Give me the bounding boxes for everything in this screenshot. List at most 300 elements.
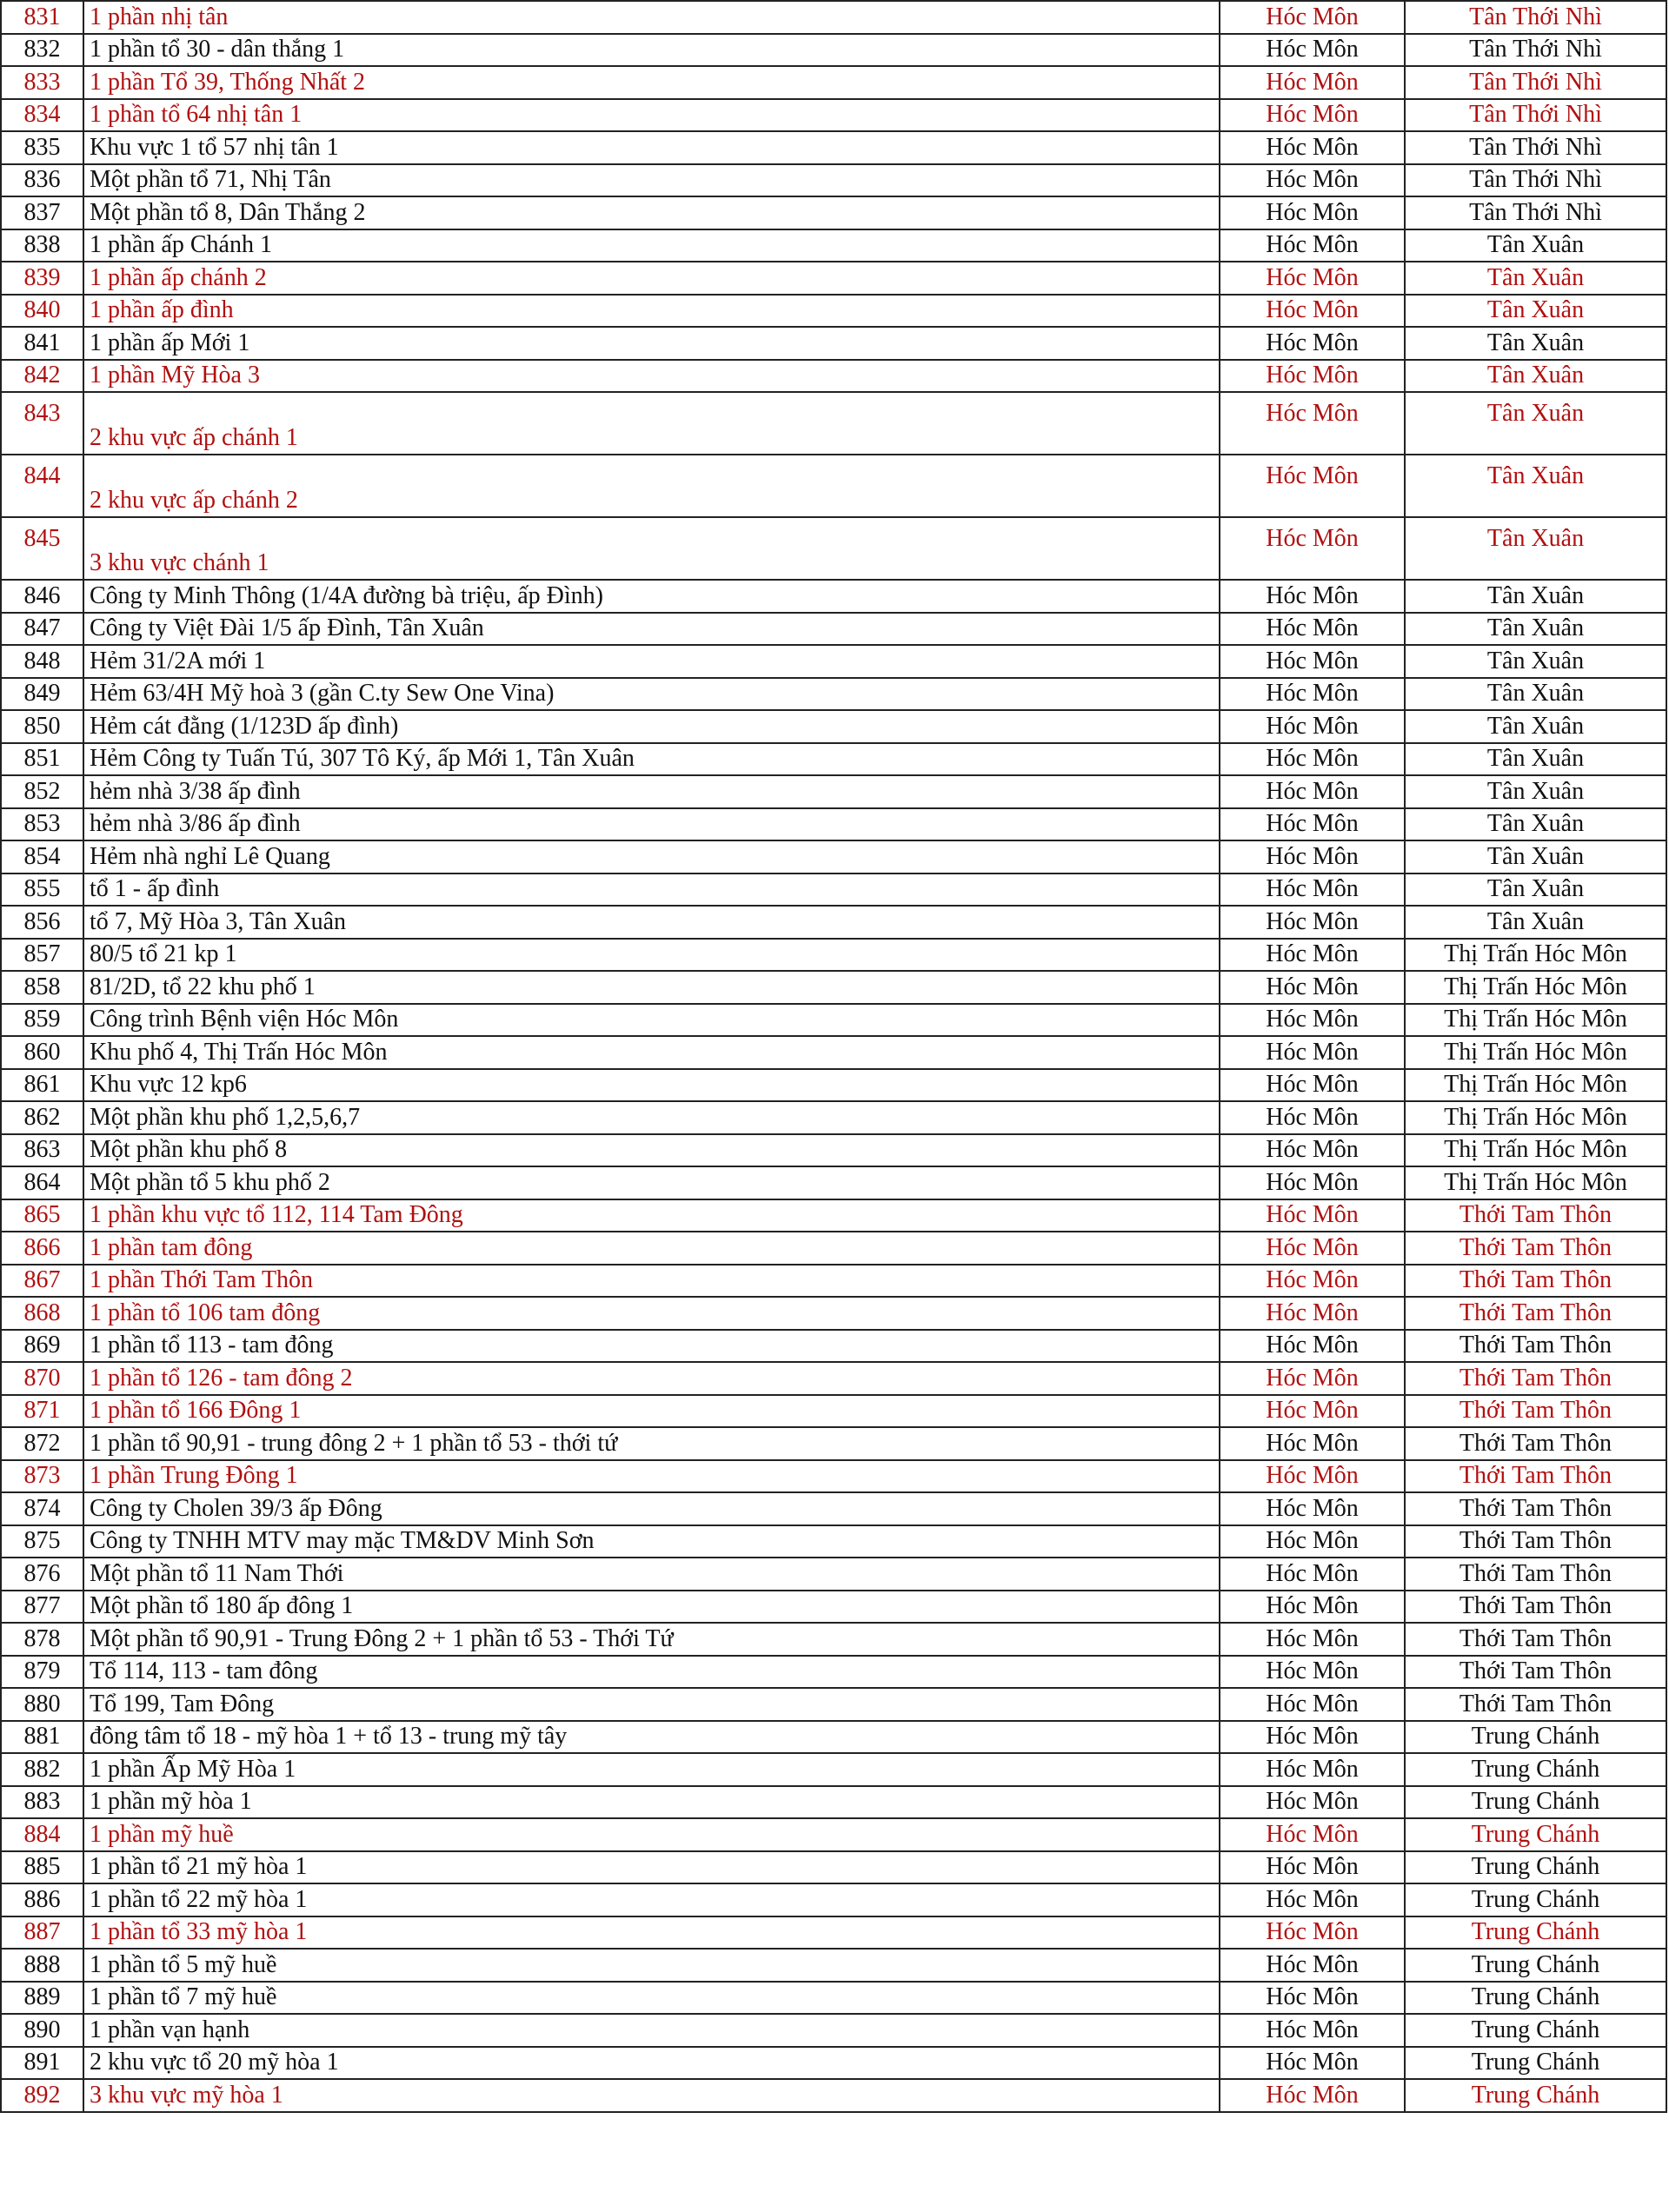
ward-cell: Thới Tam Thôn <box>1405 1265 1666 1298</box>
ward-cell: Tân Xuân <box>1405 743 1666 776</box>
address-cell: Công trình Bệnh viện Hóc Môn <box>83 1004 1220 1037</box>
table-row <box>1 1460 1666 1493</box>
address-cell: Một phần khu phố 8 <box>83 1134 1220 1167</box>
district-cell: Hóc Môn <box>1220 1297 1405 1330</box>
address-cell: 1 phần ấp Mới 1 <box>83 327 1220 360</box>
table-row <box>1 455 1666 517</box>
row-number-cell: 831 <box>1 1 83 34</box>
table-row <box>1 1134 1666 1167</box>
ward-cell: Tân Thới Nhì <box>1405 34 1666 67</box>
ward-cell: Trung Chánh <box>1405 1753 1666 1786</box>
district-cell: Hóc Môn <box>1220 710 1405 743</box>
row-number-cell: 876 <box>1 1558 83 1591</box>
ward-cell: Thới Tam Thôn <box>1405 1656 1666 1689</box>
row-number-cell: 841 <box>1 327 83 360</box>
table-row <box>1 1656 1666 1689</box>
row-number-cell: 835 <box>1 131 83 164</box>
table-row <box>1 906 1666 939</box>
row-number-cell: 834 <box>1 99 83 132</box>
table-row <box>1 196 1666 229</box>
ward-cell: Thị Trấn Hóc Môn <box>1405 1036 1666 1069</box>
ward-cell: Trung Chánh <box>1405 1851 1666 1884</box>
row-number-cell: 873 <box>1 1460 83 1493</box>
address-cell: 3 khu vực chánh 1 <box>83 517 1220 580</box>
table-row <box>1 1591 1666 1624</box>
address-cell: 1 phần tổ 21 mỹ hòa 1 <box>83 1851 1220 1884</box>
row-number-cell: 849 <box>1 678 83 711</box>
table-body <box>1 1 1666 2112</box>
table-row <box>1 2014 1666 2047</box>
ward-cell: Thới Tam Thôn <box>1405 1525 1666 1558</box>
district-cell: Hóc Môn <box>1220 1721 1405 1754</box>
row-number-cell: 857 <box>1 939 83 972</box>
row-number-cell: 843 <box>1 392 83 455</box>
address-cell: 1 phần khu vực tổ 112, 114 Tam Đông <box>83 1199 1220 1232</box>
table-row <box>1 2079 1666 2112</box>
table-row <box>1 743 1666 776</box>
address-cell: 1 phần Thới Tam Thôn <box>83 1265 1220 1298</box>
address-cell: tổ 1 - ấp đình <box>83 874 1220 907</box>
ward-cell: Thới Tam Thôn <box>1405 1330 1666 1363</box>
row-number-cell: 886 <box>1 1883 83 1916</box>
ward-cell: Trung Chánh <box>1405 1949 1666 1982</box>
district-cell: Hóc Môn <box>1220 1460 1405 1493</box>
ward-cell: Trung Chánh <box>1405 2079 1666 2112</box>
table-row <box>1 1395 1666 1428</box>
ward-cell: Tân Xuân <box>1405 710 1666 743</box>
address-cell: 1 phần ấp Chánh 1 <box>83 229 1220 262</box>
district-cell: Hóc Môn <box>1220 808 1405 841</box>
district-cell: Hóc Môn <box>1220 262 1405 295</box>
address-cell: Tổ 199, Tam Đông <box>83 1688 1220 1721</box>
district-cell: Hóc Môn <box>1220 1525 1405 1558</box>
table-row <box>1 1982 1666 2015</box>
address-cell: Một phần tổ 180 ấp đông 1 <box>83 1591 1220 1624</box>
table-row <box>1 645 1666 678</box>
ward-cell: Tân Thới Nhì <box>1405 164 1666 197</box>
table-row <box>1 1362 1666 1395</box>
address-cell: Một phần tổ 90,91 - Trung Đông 2 + 1 phần tổ 53 - Thới Tứ <box>83 1623 1220 1656</box>
row-number-cell: 875 <box>1 1525 83 1558</box>
table-row <box>1 1492 1666 1525</box>
district-cell: Hóc Môn <box>1220 1199 1405 1232</box>
district-cell: Hóc Môn <box>1220 1330 1405 1363</box>
ward-cell: Tân Thới Nhì <box>1405 131 1666 164</box>
address-cell: Hẻm 31/2A mới 1 <box>83 645 1220 678</box>
address-cell: đông tâm tổ 18 - mỹ hòa 1 + tổ 13 - trung mỹ tây <box>83 1721 1220 1754</box>
row-number-cell: 874 <box>1 1492 83 1525</box>
table-row <box>1 678 1666 711</box>
address-cell: 1 phần tổ 106 tam đông <box>83 1297 1220 1330</box>
row-number-cell: 836 <box>1 164 83 197</box>
row-number-cell: 845 <box>1 517 83 580</box>
row-number-cell: 878 <box>1 1623 83 1656</box>
address-cell: 1 phần tổ 33 mỹ hòa 1 <box>83 1916 1220 1950</box>
address-cell: 1 phần Tổ 39, Thống Nhất 2 <box>83 66 1220 99</box>
district-cell: Hóc Môn <box>1220 645 1405 678</box>
table-row <box>1 2047 1666 2080</box>
row-number-cell: 833 <box>1 66 83 99</box>
district-cell: Hóc Môn <box>1220 99 1405 132</box>
district-cell: Hóc Môn <box>1220 327 1405 360</box>
district-cell: Hóc Môn <box>1220 196 1405 229</box>
address-cell: 1 phần Mỹ Hòa 3 <box>83 360 1220 393</box>
row-number-cell: 854 <box>1 840 83 874</box>
row-number-cell: 881 <box>1 1721 83 1754</box>
district-cell: Hóc Môn <box>1220 1982 1405 2015</box>
district-cell: Hóc Môn <box>1220 455 1405 517</box>
row-number-cell: 865 <box>1 1199 83 1232</box>
address-cell: 80/5 tổ 21 kp 1 <box>83 939 1220 972</box>
district-cell: Hóc Môn <box>1220 1656 1405 1689</box>
table-row <box>1 1232 1666 1265</box>
table-row <box>1 1036 1666 1069</box>
row-number-cell: 840 <box>1 295 83 328</box>
table-row <box>1 327 1666 360</box>
address-cell: 1 phần tổ 22 mỹ hòa 1 <box>83 1883 1220 1916</box>
district-cell: Hóc Môn <box>1220 1492 1405 1525</box>
district-cell: Hóc Môn <box>1220 906 1405 939</box>
row-number-cell: 844 <box>1 455 83 517</box>
table-row <box>1 939 1666 972</box>
row-number-cell: 884 <box>1 1818 83 1851</box>
table-row <box>1 1818 1666 1851</box>
ward-cell: Tân Xuân <box>1405 229 1666 262</box>
ward-cell: Thị Trấn Hóc Môn <box>1405 939 1666 972</box>
ward-cell: Tân Xuân <box>1405 645 1666 678</box>
address-cell: Một phần tổ 5 khu phố 2 <box>83 1166 1220 1199</box>
address-cell: 1 phần tổ 5 mỹ huề <box>83 1949 1220 1982</box>
ward-cell: Thới Tam Thôn <box>1405 1460 1666 1493</box>
district-cell: Hóc Môn <box>1220 1591 1405 1624</box>
district-cell: Hóc Môn <box>1220 1362 1405 1395</box>
table-row <box>1 775 1666 808</box>
district-cell: Hóc Môn <box>1220 1232 1405 1265</box>
ward-cell: Thị Trấn Hóc Môn <box>1405 1069 1666 1102</box>
district-cell: Hóc Môn <box>1220 1265 1405 1298</box>
address-cell: 1 phần tổ 166 Đông 1 <box>83 1395 1220 1428</box>
district-cell: Hóc Môn <box>1220 2047 1405 2080</box>
ward-cell: Trung Chánh <box>1405 1916 1666 1950</box>
address-cell: Công ty Việt Đài 1/5 ấp Đình, Tân Xuân <box>83 613 1220 646</box>
table-row <box>1 1883 1666 1916</box>
row-number-cell: 861 <box>1 1069 83 1102</box>
district-cell: Hóc Môn <box>1220 1069 1405 1102</box>
row-number-cell: 847 <box>1 613 83 646</box>
address-cell: 2 khu vực ấp chánh 1 <box>83 392 1220 455</box>
row-number-cell: 887 <box>1 1916 83 1950</box>
district-cell: Hóc Môn <box>1220 295 1405 328</box>
row-number-cell: 870 <box>1 1362 83 1395</box>
district-cell: Hóc Môn <box>1220 2014 1405 2047</box>
row-number-cell: 890 <box>1 2014 83 2047</box>
ward-cell: Tân Thới Nhì <box>1405 99 1666 132</box>
address-cell: Công ty Minh Thông (1/4A đường bà triệu, ấp Đình) <box>83 580 1220 613</box>
row-number-cell: 860 <box>1 1036 83 1069</box>
address-cell: 1 phần tổ 113 - tam đông <box>83 1330 1220 1363</box>
row-number-cell: 880 <box>1 1688 83 1721</box>
district-cell: Hóc Môn <box>1220 1623 1405 1656</box>
ward-cell: Tân Thới Nhì <box>1405 196 1666 229</box>
ward-cell: Tân Xuân <box>1405 906 1666 939</box>
row-number-cell: 889 <box>1 1982 83 2015</box>
ward-cell: Tân Thới Nhì <box>1405 66 1666 99</box>
row-number-cell: 837 <box>1 196 83 229</box>
row-number-cell: 853 <box>1 808 83 841</box>
table-row <box>1 1265 1666 1298</box>
ward-cell: Thị Trấn Hóc Môn <box>1405 1101 1666 1134</box>
address-cell: 1 phần ấp chánh 2 <box>83 262 1220 295</box>
ward-cell: Thới Tam Thôn <box>1405 1558 1666 1591</box>
row-number-cell: 872 <box>1 1427 83 1460</box>
ward-cell: Tân Xuân <box>1405 678 1666 711</box>
district-cell: Hóc Môn <box>1220 1916 1405 1950</box>
table-row <box>1 1166 1666 1199</box>
address-cell: Hẻm nhà nghỉ Lê Quang <box>83 840 1220 874</box>
row-number-cell: 871 <box>1 1395 83 1428</box>
address-cell: Khu phố 4, Thị Trấn Hóc Môn <box>83 1036 1220 1069</box>
ward-cell: Tân Xuân <box>1405 392 1666 455</box>
ward-cell: Tân Thới Nhì <box>1405 1 1666 34</box>
table-row <box>1 1101 1666 1134</box>
district-cell: Hóc Môn <box>1220 360 1405 393</box>
district-cell: Hóc Môn <box>1220 517 1405 580</box>
row-number-cell: 859 <box>1 1004 83 1037</box>
ward-cell: Thới Tam Thôn <box>1405 1427 1666 1460</box>
table-row <box>1 66 1666 99</box>
ward-cell: Trung Chánh <box>1405 2047 1666 2080</box>
address-cell: hẻm nhà 3/86 ấp đình <box>83 808 1220 841</box>
district-cell: Hóc Môn <box>1220 775 1405 808</box>
district-cell: Hóc Môn <box>1220 1166 1405 1199</box>
table-row <box>1 1623 1666 1656</box>
ward-cell: Tân Xuân <box>1405 840 1666 874</box>
row-number-cell: 838 <box>1 229 83 262</box>
ward-cell: Thới Tam Thôn <box>1405 1362 1666 1395</box>
address-cell: Một phần tổ 71, Nhị Tân <box>83 164 1220 197</box>
address-cell: 1 phần tổ 126 - tam đông 2 <box>83 1362 1220 1395</box>
row-number-cell: 855 <box>1 874 83 907</box>
address-cell: Công ty TNHH MTV may mặc TM&DV Minh Sơn <box>83 1525 1220 1558</box>
table-row <box>1 1753 1666 1786</box>
address-cell: Một phần tổ 11 Nam Thới <box>83 1558 1220 1591</box>
row-number-cell: 858 <box>1 971 83 1004</box>
district-cell: Hóc Môn <box>1220 939 1405 972</box>
table-row <box>1 1297 1666 1330</box>
ward-cell: Trung Chánh <box>1405 2014 1666 2047</box>
table-row <box>1 1916 1666 1950</box>
address-cell: Hẻm Công ty Tuấn Tú, 307 Tô Ký, ấp Mới 1, Tân Xuân <box>83 743 1220 776</box>
district-cell: Hóc Môn <box>1220 131 1405 164</box>
ward-cell: Thới Tam Thôn <box>1405 1492 1666 1525</box>
table-row <box>1 1525 1666 1558</box>
row-number-cell: 851 <box>1 743 83 776</box>
ward-cell: Trung Chánh <box>1405 1721 1666 1754</box>
row-number-cell: 862 <box>1 1101 83 1134</box>
row-number-cell: 891 <box>1 2047 83 2080</box>
address-cell: 2 khu vực ấp chánh 2 <box>83 455 1220 517</box>
row-number-cell: 864 <box>1 1166 83 1199</box>
address-cell: 3 khu vực mỹ hòa 1 <box>83 2079 1220 2112</box>
table-row <box>1 229 1666 262</box>
table-row <box>1 34 1666 67</box>
table-row <box>1 99 1666 132</box>
table-row <box>1 1330 1666 1363</box>
ward-cell: Tân Xuân <box>1405 517 1666 580</box>
row-number-cell: 892 <box>1 2079 83 2112</box>
district-cell: Hóc Môn <box>1220 34 1405 67</box>
address-cell: Tổ 114, 113 - tam đông <box>83 1656 1220 1689</box>
address-cell: 1 phần vạn hạnh <box>83 2014 1220 2047</box>
address-cell: 1 phần tổ 90,91 - trung đông 2 + 1 phần tổ 53 - thới tứ <box>83 1427 1220 1460</box>
address-cell: 1 phần mỹ huề <box>83 1818 1220 1851</box>
address-cell: Một phần tổ 8, Dân Thắng 2 <box>83 196 1220 229</box>
address-cell: 1 phần ấp đình <box>83 295 1220 328</box>
row-number-cell: 839 <box>1 262 83 295</box>
address-cell: 1 phần nhị tân <box>83 1 1220 34</box>
address-cell: 1 phần tổ 64 nhị tân 1 <box>83 99 1220 132</box>
row-number-cell: 852 <box>1 775 83 808</box>
address-cell: 1 phần Trung Đông 1 <box>83 1460 1220 1493</box>
address-cell: 2 khu vực tổ 20 mỹ hòa 1 <box>83 2047 1220 2080</box>
row-number-cell: 866 <box>1 1232 83 1265</box>
table-row <box>1 1427 1666 1460</box>
district-cell: Hóc Môn <box>1220 840 1405 874</box>
table-row <box>1 1851 1666 1884</box>
district-cell: Hóc Môn <box>1220 1851 1405 1884</box>
address-cell: Hẻm cát đằng (1/123D ấp đình) <box>83 710 1220 743</box>
address-cell: 1 phần mỹ hòa 1 <box>83 1786 1220 1819</box>
table-row <box>1 392 1666 455</box>
ward-cell: Thới Tam Thôn <box>1405 1232 1666 1265</box>
address-cell: Hẻm 63/4H Mỹ hoà 3 (gần C.ty Sew One Vina) <box>83 678 1220 711</box>
district-cell: Hóc Môn <box>1220 1036 1405 1069</box>
table-row <box>1 1558 1666 1591</box>
district-cell: Hóc Môn <box>1220 2079 1405 2112</box>
ward-cell: Tân Xuân <box>1405 580 1666 613</box>
table-row <box>1 840 1666 874</box>
address-cell: 1 phần tổ 30 - dân thắng 1 <box>83 34 1220 67</box>
ward-cell: Trung Chánh <box>1405 1786 1666 1819</box>
ward-cell: Tân Xuân <box>1405 775 1666 808</box>
table-row <box>1 131 1666 164</box>
district-cell: Hóc Môn <box>1220 392 1405 455</box>
table-row <box>1 808 1666 841</box>
district-cell: Hóc Môn <box>1220 1949 1405 1982</box>
district-cell: Hóc Môn <box>1220 164 1405 197</box>
district-cell: Hóc Môn <box>1220 1395 1405 1428</box>
address-cell: Khu vực 1 tổ 57 nhị tân 1 <box>83 131 1220 164</box>
district-cell: Hóc Môn <box>1220 971 1405 1004</box>
table-row <box>1 262 1666 295</box>
ward-cell: Thới Tam Thôn <box>1405 1199 1666 1232</box>
row-number-cell: 888 <box>1 1949 83 1982</box>
ward-cell: Thới Tam Thôn <box>1405 1688 1666 1721</box>
district-cell: Hóc Môn <box>1220 1818 1405 1851</box>
row-number-cell: 877 <box>1 1591 83 1624</box>
ward-cell: Thới Tam Thôn <box>1405 1623 1666 1656</box>
ward-cell: Tân Xuân <box>1405 874 1666 907</box>
address-cell: tổ 7, Mỹ Hòa 3, Tân Xuân <box>83 906 1220 939</box>
district-cell: Hóc Môn <box>1220 1688 1405 1721</box>
address-cell: Công ty Cholen 39/3 ấp Đông <box>83 1492 1220 1525</box>
table-row <box>1 1199 1666 1232</box>
row-number-cell: 883 <box>1 1786 83 1819</box>
ward-cell: Thị Trấn Hóc Môn <box>1405 971 1666 1004</box>
table-row <box>1 1949 1666 1982</box>
ward-cell: Trung Chánh <box>1405 1883 1666 1916</box>
table-row <box>1 1 1666 34</box>
district-cell: Hóc Môn <box>1220 1101 1405 1134</box>
row-number-cell: 842 <box>1 360 83 393</box>
table-row <box>1 874 1666 907</box>
table-row <box>1 1688 1666 1721</box>
row-number-cell: 868 <box>1 1297 83 1330</box>
ward-cell: Thới Tam Thôn <box>1405 1395 1666 1428</box>
table-row <box>1 164 1666 197</box>
table-row <box>1 1721 1666 1754</box>
district-cell: Hóc Môn <box>1220 229 1405 262</box>
ward-cell: Trung Chánh <box>1405 1982 1666 2015</box>
table-row <box>1 1004 1666 1037</box>
table-row <box>1 295 1666 328</box>
district-cell: Hóc Môn <box>1220 1753 1405 1786</box>
row-number-cell: 885 <box>1 1851 83 1884</box>
row-number-cell: 869 <box>1 1330 83 1363</box>
table-row <box>1 1786 1666 1819</box>
address-cell: Khu vực 12 kp6 <box>83 1069 1220 1102</box>
ward-cell: Thị Trấn Hóc Môn <box>1405 1134 1666 1167</box>
row-number-cell: 850 <box>1 710 83 743</box>
ward-cell: Trung Chánh <box>1405 1818 1666 1851</box>
ward-cell: Tân Xuân <box>1405 613 1666 646</box>
district-cell: Hóc Môn <box>1220 1427 1405 1460</box>
row-number-cell: 882 <box>1 1753 83 1786</box>
row-number-cell: 863 <box>1 1134 83 1167</box>
ward-cell: Tân Xuân <box>1405 360 1666 393</box>
ward-cell: Tân Xuân <box>1405 295 1666 328</box>
row-number-cell: 879 <box>1 1656 83 1689</box>
district-cell: Hóc Môn <box>1220 874 1405 907</box>
ward-cell: Thị Trấn Hóc Môn <box>1405 1166 1666 1199</box>
district-cell: Hóc Môn <box>1220 1786 1405 1819</box>
district-cell: Hóc Môn <box>1220 580 1405 613</box>
district-cell: Hóc Môn <box>1220 1 1405 34</box>
row-number-cell: 856 <box>1 906 83 939</box>
district-cell: Hóc Môn <box>1220 1004 1405 1037</box>
ward-cell: Tân Xuân <box>1405 455 1666 517</box>
table-row <box>1 580 1666 613</box>
address-cell: hẻm nhà 3/38 ấp đình <box>83 775 1220 808</box>
district-cell: Hóc Môn <box>1220 66 1405 99</box>
district-cell: Hóc Môn <box>1220 743 1405 776</box>
row-number-cell: 832 <box>1 34 83 67</box>
table-row <box>1 971 1666 1004</box>
address-cell: 1 phần tổ 7 mỹ huề <box>83 1982 1220 2015</box>
table-row <box>1 710 1666 743</box>
district-cell: Hóc Môn <box>1220 1558 1405 1591</box>
row-number-cell: 848 <box>1 645 83 678</box>
ward-cell: Tân Xuân <box>1405 327 1666 360</box>
address-cell: 1 phần tam đông <box>83 1232 1220 1265</box>
address-cell: 1 phần Ấp Mỹ Hòa 1 <box>83 1753 1220 1786</box>
ward-cell: Thị Trấn Hóc Môn <box>1405 1004 1666 1037</box>
address-cell: 81/2D, tổ 22 khu phố 1 <box>83 971 1220 1004</box>
ward-cell: Thới Tam Thôn <box>1405 1297 1666 1330</box>
table-row <box>1 517 1666 580</box>
district-cell: Hóc Môn <box>1220 1883 1405 1916</box>
row-number-cell: 846 <box>1 580 83 613</box>
